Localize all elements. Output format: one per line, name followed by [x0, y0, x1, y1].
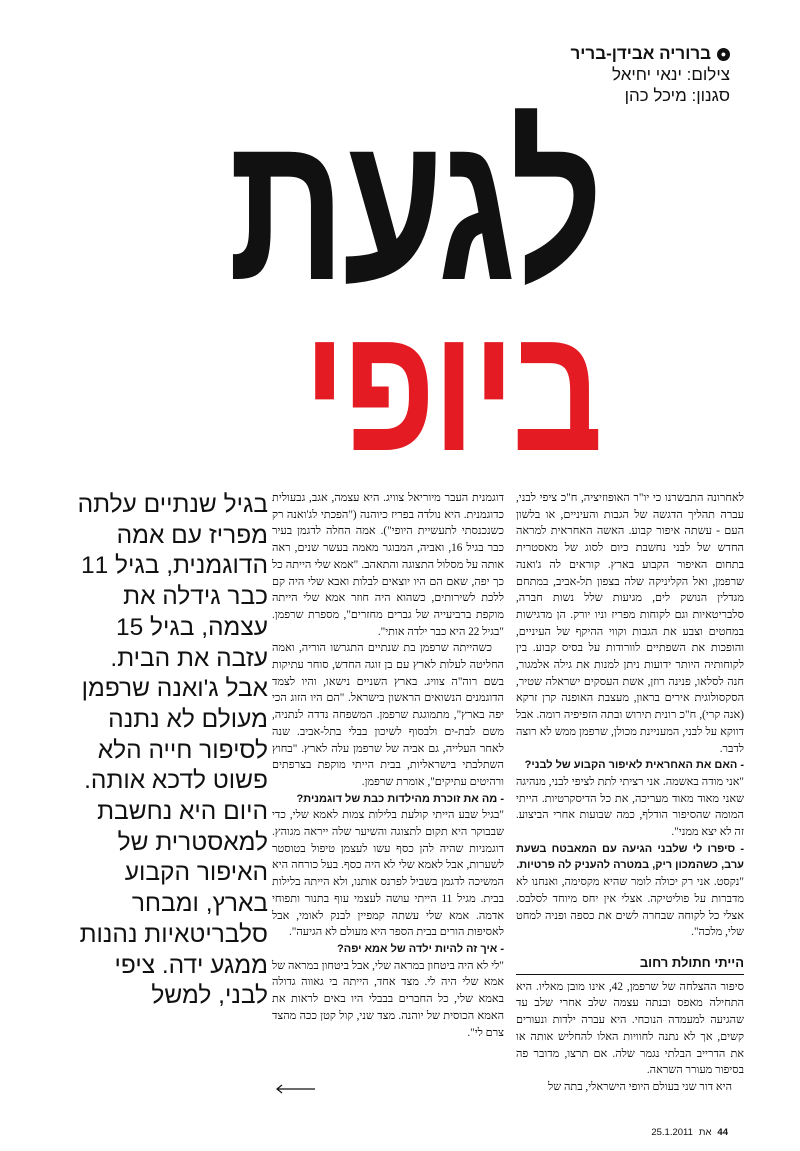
- interview-question: - איך זה להיות ילדה של אמא יפה?: [337, 942, 504, 955]
- article-column-right: [516, 490, 744, 1096]
- paragraph: דוגמנית העבר מיוריאל צוויג. היא עצמה, אגב, גבעולית כדוגמנית. היא נולדה בפריז כיוהנה ("הפכתי לג'ואנה רק כשנכנסתי לתעשיית היופי"). אמה החלה לדגמן בעיר כבר בגיל 16, ואביה, המבוגר מאמה בעשר שנים, ראה אותה על מסלול התצוגה והתאהב. "אמא שלי הייתה כל כך יפה, שאם הם היו יוצאים לבלות ואבא שלי היה קם ללכת לשירותים, כשהוא היה חוזר אמא שלי הייתה מוקפת ברביעייה של גברים מחזרים", מספרת שרפמן. "בגיל 22 היא כבר ילדה אותי".: [272, 492, 505, 638]
- interview-question: - סיפרו לי שלבני הגיעה עם המאבטח בשעת ערב, כשהמכון ריק, במטרה להעניק לה פרטיות.: [516, 842, 744, 872]
- page-number: 44: [717, 1127, 728, 1138]
- paragraph: סיפור ההצלחה של שרפמן, 42, אינו מובן מאליו. היא התחילה מאפס ובנתה עצמה שלב אחרי שלב עד שהגיעה למעמדה הנוכחי. היא עברה ילדות ונעורים קשים, אך לא נתנה לחוויות האלו להחליש אותה או את הדרייב הבלתי נגמר שלה. אם תרצו, מדובר פה בסיפור מעורר השראה.: [516, 980, 744, 1077]
- article-column-middle: [272, 490, 504, 1041]
- paragraph: היא דור שני בעולם היופי הישראלי, בתה של: [548, 1080, 732, 1093]
- pullquote: בגיל שנתיים עלתה מפריז עם אמה הדוגמנית, בגיל 11 כבר גידלה את עצמה, בגיל 15 עזבה את הבית. אבל ג'ואנה שרפמן מעולם לא נתנה לסיפור חייה הלא פשוט לדכא אותה. היום היא נחשבת למאסטרית של האיפור הקבוע בארץ, ומבחר סלבריטאיות נהנות ממגע ידה. ציפי לבני, למשל: [77, 491, 268, 1010]
- photo-credit: צילום: ינאי יחיאל: [612, 65, 730, 84]
- paragraph: כשהייתה שרפמן בת שנתיים התגרשו הוריה, ואמה החליטה לעלות לארץ עם בן זוגה החדש, סוחר עתיקות בשם רוה"ה צוויג. בארץ השניים נישאו, והיו לצמד הדוגמנים הנשואים הראשון בישראל. "הם היו הזוג הכי יפה בארץ", מתמוגגת שרפמן. המשפחה נדדה לנתניה, משם לבת-ים ולבסוף לשיכון בבלי בתל-אביב. שנה לאחר העלייה, גם אביה של שרפמן עלה לארץ. "בחוץ השתלבתי בישראליות, בבית הייתי מוקפת בצרפתים ורהיטים עתיקים", אומרת שרפמן.: [272, 642, 504, 788]
- interview-question: - מה את זוכרת מהילדות כבת של דוגמנית?: [296, 792, 504, 805]
- subhead-divider: [516, 974, 744, 975]
- page-folio: [651, 1127, 728, 1138]
- author-name: ברוריה אבידן-בריר: [570, 44, 711, 63]
- author-byline: [470, 44, 730, 64]
- interview-answer: "לי לא היה ביטחון במראה שלי, אבל ביטחון במראה של אמא שלי היה לי. מצד אחד, הייתה בי גאווה גדולה באמא שלי, כל החברים בבבלי היו באים לראות את האמא הכוסית של יוהנה. מצד שני, קול קטן ככה מהצד צרם לי".: [272, 959, 504, 1039]
- bullet-icon: ●: [717, 48, 730, 61]
- issue-date: 25.1.2011: [651, 1127, 693, 1138]
- section-subhead: הייתי חתולת רחוב: [639, 954, 744, 970]
- magazine-name: את: [698, 1127, 712, 1138]
- styling-credit: סגנון: מיכל כהן: [624, 86, 730, 105]
- interview-answer: "אני מודה באשמה. אני רציתי לתת לציפי לבני, מנהיגה שאני מאוד מאוד מעריכה, את כל הדיסקרטיות. הייתי המומה שהסיפור הודלף, כמה שבועות אחרי הביצוע. זה לא יצא ממני".: [516, 775, 744, 839]
- headline-line-2: ביופי: [303, 289, 600, 488]
- paragraph: לאחרונה התבשרנו כי יו"ר האופוזיציה, ח"כ ציפי לבני, עברה תהליך הדגשה של הגבות והעיניים, או בלשון העם - עשתה איפור קבוע. האשה האחראית למראה החדש של לבני נחשבת כיום לסוג של מאסטרית בתחום האיפור הקבוע בארץ. קוראים לה ג'ואנה שרפמן, ואל הקליניקה שלה בצפון תל-אביב, במתחם מגדלין הנושק לים, מגיעות שלל נשות חברה, סלבריטאיות וגם לקוחות מפריז וניו יורק. הן מדגישות במחטים וצבע את הגבות וקווי ההיקף של העיניים, והופכות את השפתיים לוורודות על בסיס קבוע. בין לקוחותיה היותר ידועות ניתן למנות את גילה אלמגור, חנה לסלאו, פנינה רוזן, אשת העסקים ישראלה שטיר, הסקסולוגית אירים בראון, מעצבת האופנה קרן זרקא (אנה קרי), ח"כ רונית תירוש ובתה הזפיפיה רומה. אבל דווקא על לבני, המעניינת מכולן, שרפמן ממש לא רוצה לדבר.: [516, 492, 744, 755]
- headline-line-1: לגעת: [228, 89, 600, 324]
- continue-arrow-icon: [275, 1084, 315, 1094]
- interview-answer: "נקסט. אני רק יכולה לומר שהיא מקסימה, ואנחנו לא מדברות על פוליטיקה. אצלי אין יחס מיוחד לסלבס. אצלי כל לקוחה שבחרה לשים את כספה ופניה למחט שלי, מלכה".: [516, 876, 744, 939]
- interview-answer: "בגיל שבע הייתי קולעת בלילות צמות לאמא שלי, כדי שבבוקר היא תקום לתצוגה והשיער שלה ייראה מגוהץ. דוגמניות שהיה להן כסף עשו לעצמן טיפול בטוסטר לשערות, אבל לאמא שלי לא היה כסף. בעל כורחה היא המשיכה לדגמן בשביל לפרנס אותנו, ולא הייתה בלילות בבית. מגיל 11 הייתי עושה לעצמי עוף בתנור ותפוחי אדמה. אמא שלי עשתה קמפיין לבנק לאומי, אבל לאסיפות הורים בבית הספר היא מעולם לא הגיעה".: [272, 809, 504, 939]
- interview-question: - האם את האחראית לאיפור הקבוע של לבני?: [524, 759, 744, 772]
